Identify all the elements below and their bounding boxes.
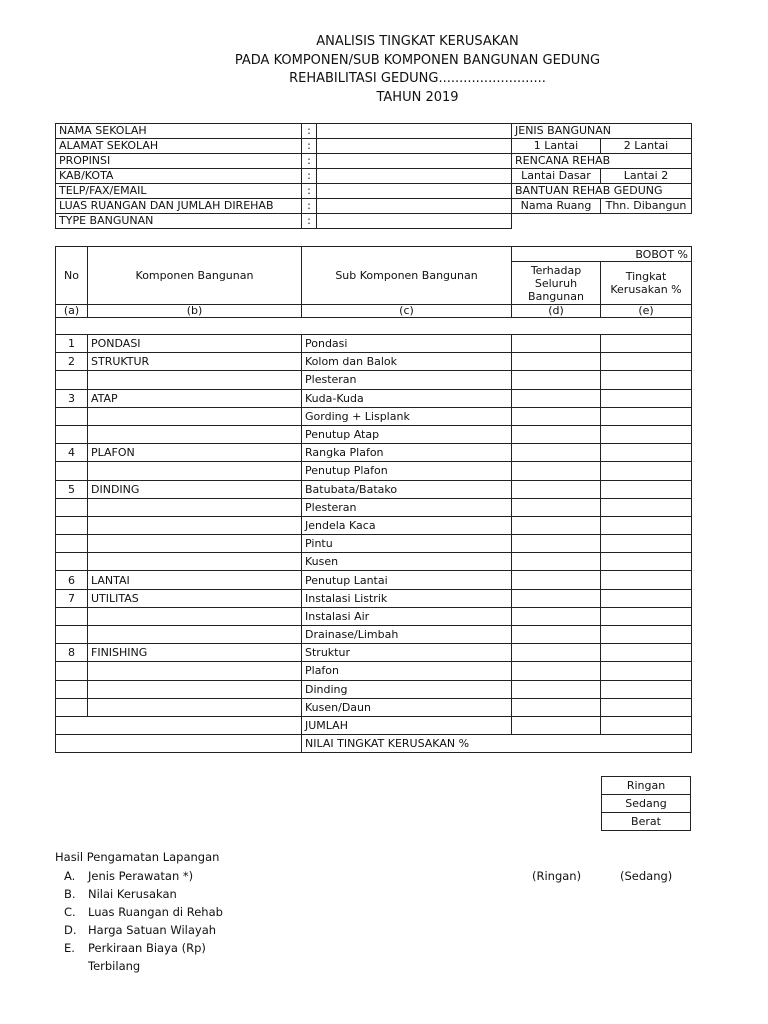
row-bobot-cell[interactable] bbox=[512, 480, 601, 498]
value-nama-sekolah[interactable] bbox=[317, 124, 512, 139]
colon: : bbox=[302, 199, 317, 214]
table-row bbox=[56, 407, 692, 425]
row-komponen bbox=[88, 516, 302, 534]
empty-cell bbox=[56, 716, 302, 734]
row-tingkat-cell[interactable] bbox=[601, 335, 692, 353]
label-rencana-rehab: RENCANA REHAB bbox=[512, 154, 692, 169]
row-komponen: PONDASI bbox=[88, 335, 302, 353]
row-komponen bbox=[88, 462, 302, 480]
row-komponen: FINISHING bbox=[88, 644, 302, 662]
title-line-2: PADA KOMPONEN/SUB KOMPONEN BANGUNAN GEDUNG bbox=[234, 53, 601, 68]
row-tingkat-cell[interactable] bbox=[601, 680, 692, 698]
row-bobot-cell[interactable] bbox=[512, 662, 601, 680]
row-tingkat-cell[interactable] bbox=[601, 626, 692, 644]
letter-a: (a) bbox=[56, 305, 88, 318]
row-tingkat-cell[interactable] bbox=[601, 535, 692, 553]
table-row bbox=[56, 589, 692, 607]
row-no: 4 bbox=[56, 444, 88, 462]
row-tingkat-cell[interactable] bbox=[601, 462, 692, 480]
table-row bbox=[56, 425, 692, 443]
letter-e: (e) bbox=[601, 305, 692, 318]
colon: : bbox=[302, 214, 317, 229]
value-luas-ruangan[interactable] bbox=[317, 199, 512, 214]
row-no: 6 bbox=[56, 571, 88, 589]
option-ringan[interactable]: (Ringan) bbox=[532, 869, 582, 883]
row-tingkat-cell[interactable] bbox=[601, 353, 692, 371]
row-sub-komponen: Batubata/Batako bbox=[302, 480, 512, 498]
option-1-lantai: 1 Lantai bbox=[512, 139, 601, 154]
table-row bbox=[56, 626, 692, 644]
label-luas-ruangan: LUAS RUANGAN DAN JUMLAH DIREHAB bbox=[56, 199, 302, 214]
colon: : bbox=[302, 169, 317, 184]
row-no: 3 bbox=[56, 389, 88, 407]
spacer-row bbox=[56, 318, 692, 335]
row-no bbox=[56, 698, 88, 716]
row-sub-komponen: Jendela Kaca bbox=[302, 516, 512, 534]
row-tingkat-cell[interactable] bbox=[601, 644, 692, 662]
observation-item-harga-satuan: Harga Satuan Wilayah bbox=[88, 923, 217, 937]
row-no bbox=[56, 535, 88, 553]
letter-c: (c) bbox=[302, 305, 512, 318]
title-line-1: ANALISIS TINGKAT KERUSAKAN bbox=[316, 34, 519, 49]
row-bobot-cell[interactable] bbox=[512, 607, 601, 625]
header-no: No bbox=[56, 247, 88, 305]
observation-letter: B. bbox=[64, 887, 76, 901]
label-thn-dibangun: Thn. Dibangun bbox=[601, 199, 692, 214]
row-sub-komponen: Pintu bbox=[302, 535, 512, 553]
row-no bbox=[56, 425, 88, 443]
colon: : bbox=[302, 124, 317, 139]
row-no bbox=[56, 498, 88, 516]
label-type-bangunan: TYPE BANGUNAN bbox=[56, 214, 302, 229]
observation-item-perkiraan-biaya: Perkiraan Biaya (Rp) bbox=[88, 941, 206, 955]
row-komponen bbox=[88, 407, 302, 425]
row-sub-komponen: Rangka Plafon bbox=[302, 444, 512, 462]
info-row bbox=[56, 154, 692, 169]
row-bobot-cell[interactable] bbox=[512, 516, 601, 534]
row-tingkat-cell[interactable] bbox=[601, 425, 692, 443]
row-tingkat-cell[interactable] bbox=[601, 389, 692, 407]
value-alamat-sekolah[interactable] bbox=[317, 139, 512, 154]
table-row bbox=[56, 680, 692, 698]
row-bobot-cell[interactable] bbox=[512, 498, 601, 516]
row-sub-komponen: Plesteran bbox=[302, 498, 512, 516]
table-row bbox=[56, 335, 692, 353]
severity-berat: Berat bbox=[602, 813, 691, 831]
row-komponen bbox=[88, 626, 302, 644]
nilai-row bbox=[56, 735, 692, 753]
row-tingkat-cell[interactable] bbox=[601, 553, 692, 571]
row-komponen: LANTAI bbox=[88, 571, 302, 589]
observation-section bbox=[55, 850, 705, 980]
row-bobot-cell[interactable] bbox=[512, 371, 601, 389]
row-sub-komponen: Instalasi Air bbox=[302, 607, 512, 625]
label-nama-sekolah: NAMA SEKOLAH bbox=[56, 124, 302, 139]
row-no bbox=[56, 680, 88, 698]
observation-letter: D. bbox=[64, 923, 77, 937]
info-row bbox=[56, 139, 692, 154]
table-row bbox=[56, 662, 692, 680]
letter-row bbox=[56, 305, 692, 318]
row-tingkat-cell[interactable] bbox=[601, 698, 692, 716]
table-row bbox=[56, 444, 692, 462]
row-bobot-cell[interactable] bbox=[512, 644, 601, 662]
value-propinsi[interactable] bbox=[317, 154, 512, 169]
severity-ringan: Ringan bbox=[602, 777, 691, 795]
label-telp: TELP/FAX/EMAIL bbox=[56, 184, 302, 199]
table-row bbox=[56, 698, 692, 716]
row-tingkat-cell[interactable] bbox=[601, 371, 692, 389]
info-row bbox=[56, 214, 692, 229]
row-no: 8 bbox=[56, 644, 88, 662]
row-sub-komponen: Plafon bbox=[302, 662, 512, 680]
row-komponen: STRUKTUR bbox=[88, 353, 302, 371]
row-tingkat-cell[interactable] bbox=[601, 480, 692, 498]
row-bobot-cell[interactable] bbox=[512, 626, 601, 644]
row-tingkat-cell[interactable] bbox=[601, 407, 692, 425]
spacer-cell bbox=[56, 318, 692, 335]
row-sub-komponen: Gording + Lisplank bbox=[302, 407, 512, 425]
row-sub-komponen: Kusen bbox=[302, 553, 512, 571]
empty-cell bbox=[56, 735, 302, 753]
table-row bbox=[56, 571, 692, 589]
row-tingkat-cell[interactable] bbox=[601, 571, 692, 589]
observation-letter: E. bbox=[64, 941, 75, 955]
title-line-3: REHABILITASI GEDUNG.......................... bbox=[289, 71, 546, 86]
label-nama-ruang: Nama Ruang bbox=[512, 199, 601, 214]
option-sedang[interactable]: (Sedang) bbox=[620, 869, 673, 883]
row-komponen: PLAFON bbox=[88, 444, 302, 462]
table-row bbox=[56, 535, 692, 553]
observation-item-nilai-kerusakan: Nilai Kerusakan bbox=[88, 887, 177, 901]
row-no bbox=[56, 626, 88, 644]
header-komponen: Komponen Bangunan bbox=[88, 247, 302, 305]
letter-b: (b) bbox=[88, 305, 302, 318]
row-komponen bbox=[88, 662, 302, 680]
row-tingkat-cell[interactable] bbox=[601, 516, 692, 534]
colon: : bbox=[302, 184, 317, 199]
observation-letter: C. bbox=[64, 905, 76, 919]
row-no bbox=[56, 371, 88, 389]
value-type-bangunan[interactable] bbox=[317, 214, 512, 229]
row-sub-komponen: Struktur bbox=[302, 644, 512, 662]
row-tingkat-cell[interactable] bbox=[601, 498, 692, 516]
observation-letter: A. bbox=[64, 869, 76, 883]
header-tingkat: Tingkat Kerusakan % bbox=[601, 262, 692, 305]
info-row bbox=[56, 169, 692, 184]
row-no: 1 bbox=[56, 335, 88, 353]
table-row bbox=[56, 353, 692, 371]
row-sub-komponen: Instalasi Listrik bbox=[302, 589, 512, 607]
table-row bbox=[56, 607, 692, 625]
table-row bbox=[56, 553, 692, 571]
row-bobot-cell[interactable] bbox=[512, 353, 601, 371]
table-row bbox=[56, 498, 692, 516]
row-bobot-cell[interactable] bbox=[512, 553, 601, 571]
row-komponen bbox=[88, 371, 302, 389]
row-no bbox=[56, 407, 88, 425]
letter-d: (d) bbox=[512, 305, 601, 318]
title-line-4: TAHUN 2019 bbox=[376, 90, 459, 105]
label-kab-kota: KAB/KOTA bbox=[56, 169, 302, 184]
row-bobot-cell[interactable] bbox=[512, 425, 601, 443]
label-bantuan-rehab: BANTUAN REHAB GEDUNG bbox=[512, 184, 692, 199]
observation-item-jenis-perawatan: Jenis Perawatan *) bbox=[88, 869, 194, 883]
jumlah-row bbox=[56, 716, 692, 734]
row-bobot-cell[interactable] bbox=[512, 444, 601, 462]
info-row bbox=[56, 124, 692, 139]
row-sub-komponen: Kolom dan Balok bbox=[302, 353, 512, 371]
row-no bbox=[56, 607, 88, 625]
row-sub-komponen: Dinding bbox=[302, 680, 512, 698]
row-tingkat-cell[interactable] bbox=[601, 589, 692, 607]
row-bobot-cell[interactable] bbox=[512, 680, 601, 698]
label-alamat-sekolah: ALAMAT SEKOLAH bbox=[56, 139, 302, 154]
row-sub-komponen: Penutup Plafon bbox=[302, 462, 512, 480]
row-tingkat-cell[interactable] bbox=[601, 444, 692, 462]
row-no: 7 bbox=[56, 589, 88, 607]
header-sub-komponen: Sub Komponen Bangunan bbox=[302, 247, 512, 305]
header-terhadap: Terhadap Seluruh Bangunan bbox=[512, 262, 601, 305]
option-lantai-2: Lantai 2 bbox=[601, 169, 692, 184]
label-jumlah: JUMLAH bbox=[302, 716, 512, 734]
row-bobot-cell[interactable] bbox=[512, 462, 601, 480]
row-no: 2 bbox=[56, 353, 88, 371]
colon: : bbox=[302, 154, 317, 169]
row-komponen: DINDING bbox=[88, 480, 302, 498]
value-telp[interactable] bbox=[317, 184, 512, 199]
row-sub-komponen: Plesteran bbox=[302, 371, 512, 389]
row-no bbox=[56, 662, 88, 680]
row-no: 5 bbox=[56, 480, 88, 498]
value-kab-kota[interactable] bbox=[317, 169, 512, 184]
row-komponen bbox=[88, 680, 302, 698]
row-no bbox=[56, 462, 88, 480]
row-bobot-cell[interactable] bbox=[512, 407, 601, 425]
row-komponen bbox=[88, 698, 302, 716]
severity-table bbox=[601, 776, 691, 831]
info-row bbox=[56, 184, 692, 199]
empty-cell bbox=[601, 214, 692, 229]
empty-cell bbox=[512, 214, 601, 229]
table-row bbox=[56, 371, 692, 389]
table-row bbox=[56, 480, 692, 498]
table-row bbox=[56, 462, 692, 480]
row-sub-komponen: Kuda-Kuda bbox=[302, 389, 512, 407]
row-bobot-cell[interactable] bbox=[512, 389, 601, 407]
row-komponen: UTILITAS bbox=[88, 589, 302, 607]
row-komponen bbox=[88, 425, 302, 443]
jumlah-tingkat-cell[interactable] bbox=[601, 716, 692, 734]
row-sub-komponen: Pondasi bbox=[302, 335, 512, 353]
school-info-table bbox=[55, 123, 692, 229]
row-bobot-cell[interactable] bbox=[512, 589, 601, 607]
row-no bbox=[56, 516, 88, 534]
label-propinsi: PROPINSI bbox=[56, 154, 302, 169]
row-tingkat-cell[interactable] bbox=[601, 607, 692, 625]
row-komponen bbox=[88, 498, 302, 516]
severity-sedang: Sedang bbox=[602, 795, 691, 813]
observation-terbilang: Terbilang bbox=[88, 959, 141, 973]
row-tingkat-cell[interactable] bbox=[601, 662, 692, 680]
row-komponen bbox=[88, 535, 302, 553]
table-row bbox=[56, 389, 692, 407]
row-komponen bbox=[88, 553, 302, 571]
row-sub-komponen: Drainase/Limbah bbox=[302, 626, 512, 644]
damage-analysis-table bbox=[55, 246, 692, 753]
observation-heading: Hasil Pengamatan Lapangan bbox=[55, 850, 220, 864]
row-bobot-cell[interactable] bbox=[512, 535, 601, 553]
row-bobot-cell[interactable] bbox=[512, 571, 601, 589]
option-2-lantai: 2 Lantai bbox=[601, 139, 692, 154]
row-sub-komponen: Penutup Atap bbox=[302, 425, 512, 443]
row-komponen: ATAP bbox=[88, 389, 302, 407]
info-row bbox=[56, 199, 692, 214]
colon: : bbox=[302, 139, 317, 154]
row-bobot-cell[interactable] bbox=[512, 335, 601, 353]
row-sub-komponen: Penutup Lantai bbox=[302, 571, 512, 589]
label-jenis-bangunan: JENIS BANGUNAN bbox=[512, 124, 692, 139]
row-komponen bbox=[88, 607, 302, 625]
label-nilai-tingkat-kerusakan: NILAI TINGKAT KERUSAKAN % bbox=[302, 735, 692, 753]
observation-item-luas-ruangan: Luas Ruangan di Rehab bbox=[88, 905, 223, 919]
header-bobot: BOBOT % bbox=[512, 247, 692, 262]
option-lantai-dasar: Lantai Dasar bbox=[512, 169, 601, 184]
table-row bbox=[56, 644, 692, 662]
row-sub-komponen: Kusen/Daun bbox=[302, 698, 512, 716]
row-no bbox=[56, 553, 88, 571]
header-row bbox=[56, 247, 692, 262]
row-bobot-cell[interactable] bbox=[512, 698, 601, 716]
table-row bbox=[56, 516, 692, 534]
jumlah-bobot-cell[interactable] bbox=[512, 716, 601, 734]
